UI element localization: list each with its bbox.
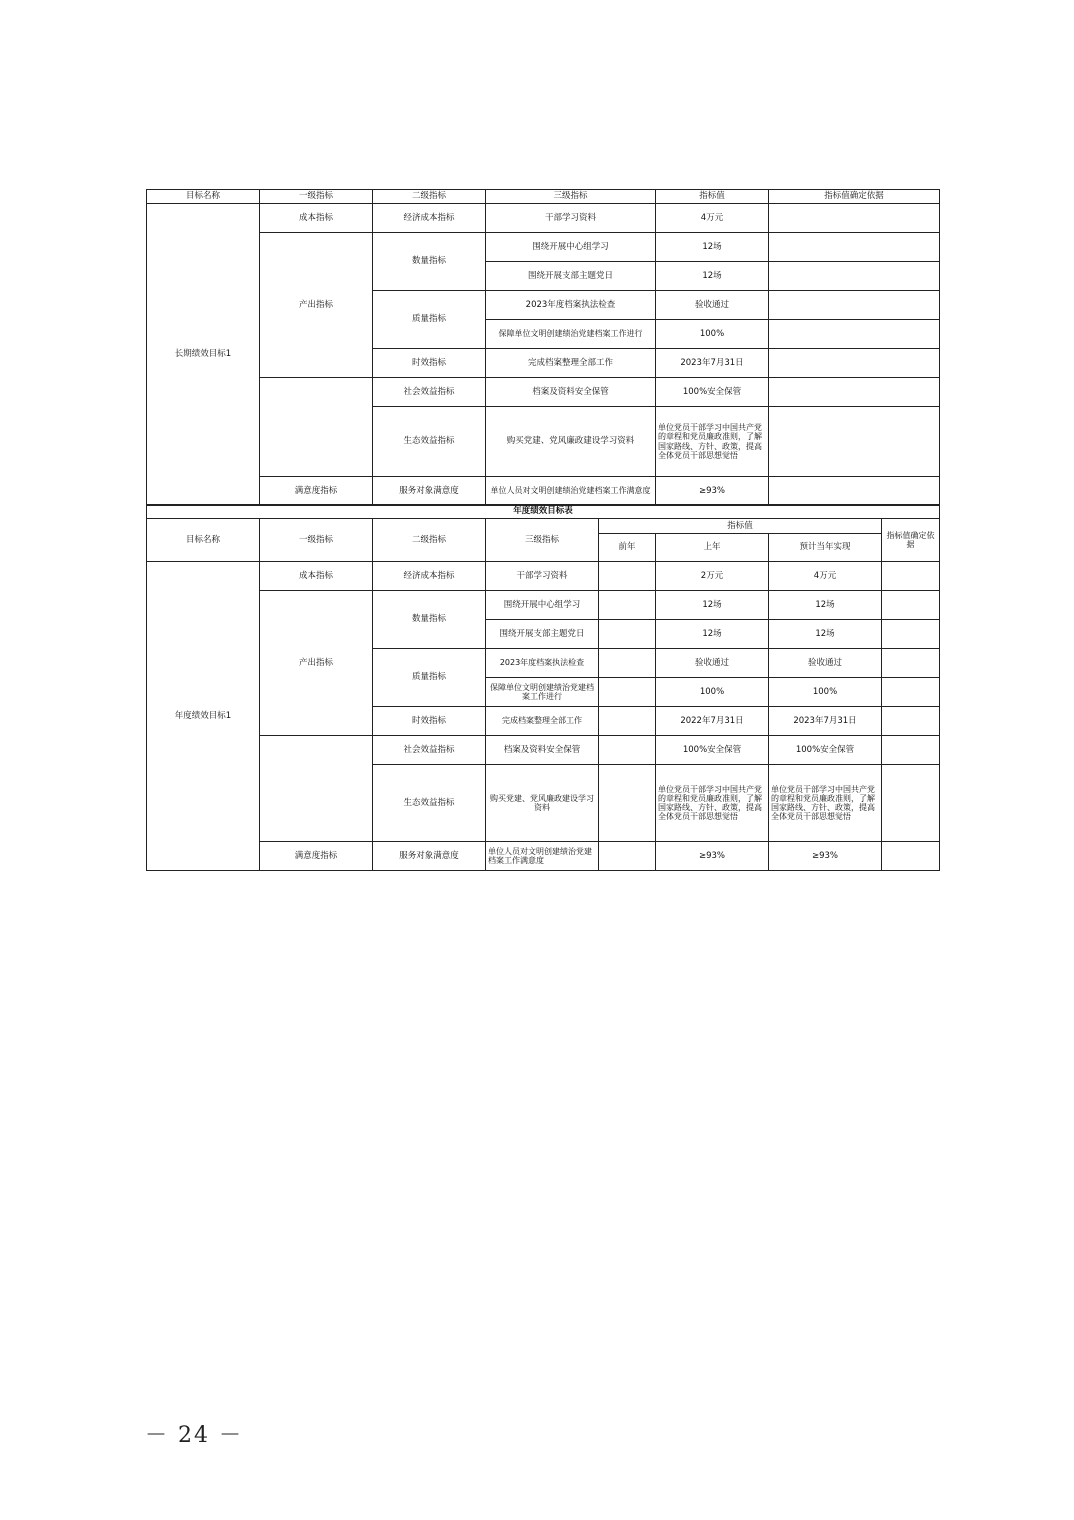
level3-cell: 2023年度档案执法检查 xyxy=(486,291,656,320)
year-before-last-cell xyxy=(599,707,656,736)
basis-cell xyxy=(882,591,940,620)
level3-cell: 2023年度档案执法检查 xyxy=(486,649,599,678)
level2-cell: 时效指标 xyxy=(373,349,486,378)
level2-cell: 质量指标 xyxy=(373,649,486,707)
annual-performance-table xyxy=(146,504,940,871)
level3-cell: 围绕开展中心组学习 xyxy=(486,233,656,262)
level3-cell: 干部学习资料 xyxy=(486,562,599,591)
level2-cell: 服务对象满意度 xyxy=(373,842,486,871)
current-year-cell: 12场 xyxy=(769,591,882,620)
table-row xyxy=(147,477,940,506)
level2-cell: 数量指标 xyxy=(373,591,486,649)
header-last-year: 上年 xyxy=(656,534,769,562)
basis-cell xyxy=(882,620,940,649)
level2-cell: 经济成本指标 xyxy=(373,204,486,233)
level2-cell: 社会效益指标 xyxy=(373,736,486,765)
level3-cell: 档案及资料安全保管 xyxy=(486,736,599,765)
header-level3: 三级指标 xyxy=(486,519,599,562)
basis-cell xyxy=(882,765,940,842)
basis-cell xyxy=(769,233,940,262)
level1-cell: 产出指标 xyxy=(260,591,373,736)
level1-cell xyxy=(260,736,373,842)
last-year-cell: 单位党员干部学习中国共产党的章程和党员廉政准则，了解国家路线、方针、政策，提高全体党员干部思想觉悟 xyxy=(656,765,769,842)
year-before-last-cell xyxy=(599,649,656,678)
value-cell: 100%安全保管 xyxy=(656,378,769,407)
year-before-last-cell xyxy=(599,736,656,765)
table-row xyxy=(147,736,940,765)
basis-cell xyxy=(882,562,940,591)
year-before-last-cell xyxy=(599,620,656,649)
level1-cell: 满意度指标 xyxy=(260,842,373,871)
table-row xyxy=(147,233,940,262)
level3-cell: 单位人员对文明创建绩治党建档案工作满意度 xyxy=(486,477,656,506)
basis-cell xyxy=(882,707,940,736)
level2-cell: 数量指标 xyxy=(373,233,486,291)
last-year-cell: 12场 xyxy=(656,620,769,649)
last-year-cell: 100% xyxy=(656,678,769,707)
last-year-cell: 100%安全保管 xyxy=(656,736,769,765)
current-year-cell: 100%安全保管 xyxy=(769,736,882,765)
basis-cell xyxy=(769,477,940,506)
basis-cell xyxy=(769,407,940,477)
basis-cell xyxy=(882,842,940,871)
level1-cell: 成本指标 xyxy=(260,562,373,591)
level2-cell: 质量指标 xyxy=(373,291,486,349)
header-basis: 指标值确定依据 xyxy=(882,519,940,562)
header-current-year: 预计当年实现 xyxy=(769,534,882,562)
target-name-cell: 年度绩效目标1 xyxy=(147,562,260,871)
year-before-last-cell xyxy=(599,591,656,620)
current-year-cell: ≥93% xyxy=(769,842,882,871)
level3-cell: 围绕开展中心组学习 xyxy=(486,591,599,620)
value-cell: 12场 xyxy=(656,233,769,262)
value-cell: 单位党员干部学习中国共产党的章程和党员廉政准则，了解国家路线、方针、政策，提高全体党员干部思想觉悟 xyxy=(656,407,769,477)
value-cell: 100% xyxy=(656,320,769,349)
basis-cell xyxy=(882,678,940,707)
header-level1: 一级指标 xyxy=(260,190,373,204)
level3-cell: 完成档案整理全部工作 xyxy=(486,707,599,736)
level3-cell: 购买党建、党风廉政建设学习资料 xyxy=(486,765,599,842)
value-cell: 12场 xyxy=(656,262,769,291)
year-before-last-cell xyxy=(599,842,656,871)
current-year-cell: 验收通过 xyxy=(769,649,882,678)
last-year-cell: 2022年7月31日 xyxy=(656,707,769,736)
value-cell: 2023年7月31日 xyxy=(656,349,769,378)
current-year-cell: 2023年7月31日 xyxy=(769,707,882,736)
level2-cell: 经济成本指标 xyxy=(373,562,486,591)
level3-cell: 干部学习资料 xyxy=(486,204,656,233)
table-row xyxy=(147,378,940,407)
header-value: 指标值 xyxy=(656,190,769,204)
level1-cell xyxy=(260,378,373,477)
level2-cell: 社会效益指标 xyxy=(373,378,486,407)
level3-cell: 档案及资料安全保管 xyxy=(486,378,656,407)
table-row xyxy=(147,842,940,871)
level3-cell: 围绕开展支部主题党日 xyxy=(486,620,599,649)
current-year-cell: 100% xyxy=(769,678,882,707)
value-cell: 验收通过 xyxy=(656,291,769,320)
long-term-performance-table xyxy=(146,189,940,506)
header-target-name: 目标名称 xyxy=(147,190,260,204)
table-header-row xyxy=(147,519,940,534)
year-before-last-cell xyxy=(599,562,656,591)
header-level1: 一级指标 xyxy=(260,519,373,562)
level3-cell: 围绕开展支部主题党日 xyxy=(486,262,656,291)
table-row xyxy=(147,562,940,591)
header-level2: 二级指标 xyxy=(373,190,486,204)
header-target-name: 目标名称 xyxy=(147,519,260,562)
year-before-last-cell xyxy=(599,678,656,707)
level3-cell: 单位人员对文明创建绩治党建档案工作满意度 xyxy=(486,842,599,871)
basis-cell xyxy=(882,736,940,765)
level1-cell: 满意度指标 xyxy=(260,477,373,506)
table-header-row xyxy=(147,190,940,204)
last-year-cell: 验收通过 xyxy=(656,649,769,678)
header-year-before-last: 前年 xyxy=(599,534,656,562)
basis-cell xyxy=(769,204,940,233)
basis-cell xyxy=(882,649,940,678)
year-before-last-cell xyxy=(599,765,656,842)
level3-cell: 购买党建、党风廉政建设学习资料 xyxy=(486,407,656,477)
current-year-cell: 4万元 xyxy=(769,562,882,591)
level1-cell: 成本指标 xyxy=(260,204,373,233)
basis-cell xyxy=(769,378,940,407)
header-basis: 指标值确定依据 xyxy=(769,190,940,204)
table-row xyxy=(147,204,940,233)
level2-cell: 生态效益指标 xyxy=(373,407,486,477)
last-year-cell: ≥93% xyxy=(656,842,769,871)
level3-cell: 保障单位文明创建绩治党建档案工作进行 xyxy=(486,320,656,349)
header-level3: 三级指标 xyxy=(486,190,656,204)
last-year-cell: 12场 xyxy=(656,591,769,620)
target-name-cell: 长期绩效目标1 xyxy=(147,204,260,506)
level3-cell: 保障单位文明创建绩治党建档案工作进行 xyxy=(486,678,599,707)
level1-cell: 产出指标 xyxy=(260,233,373,378)
header-level2: 二级指标 xyxy=(373,519,486,562)
basis-cell xyxy=(769,320,940,349)
current-year-cell: 单位党员干部学习中国共产党的章程和党员廉政准则，了解国家路线、方针、政策，提高全体党员干部思想觉悟 xyxy=(769,765,882,842)
level3-cell: 完成档案整理全部工作 xyxy=(486,349,656,378)
basis-cell xyxy=(769,349,940,378)
level2-cell: 时效指标 xyxy=(373,707,486,736)
level2-cell: 服务对象满意度 xyxy=(373,477,486,506)
basis-cell xyxy=(769,291,940,320)
value-cell: 4万元 xyxy=(656,204,769,233)
table-row xyxy=(147,591,940,620)
level2-cell: 生态效益指标 xyxy=(373,765,486,842)
annual-table-title: 年度绩效目标表 xyxy=(147,505,940,519)
last-year-cell: 2万元 xyxy=(656,562,769,591)
annual-title-row xyxy=(147,505,940,519)
header-value: 指标值 xyxy=(599,519,882,534)
current-year-cell: 12场 xyxy=(769,620,882,649)
value-cell: ≥93% xyxy=(656,477,769,506)
page-number: － 24 － xyxy=(145,1423,243,1448)
basis-cell xyxy=(769,262,940,291)
